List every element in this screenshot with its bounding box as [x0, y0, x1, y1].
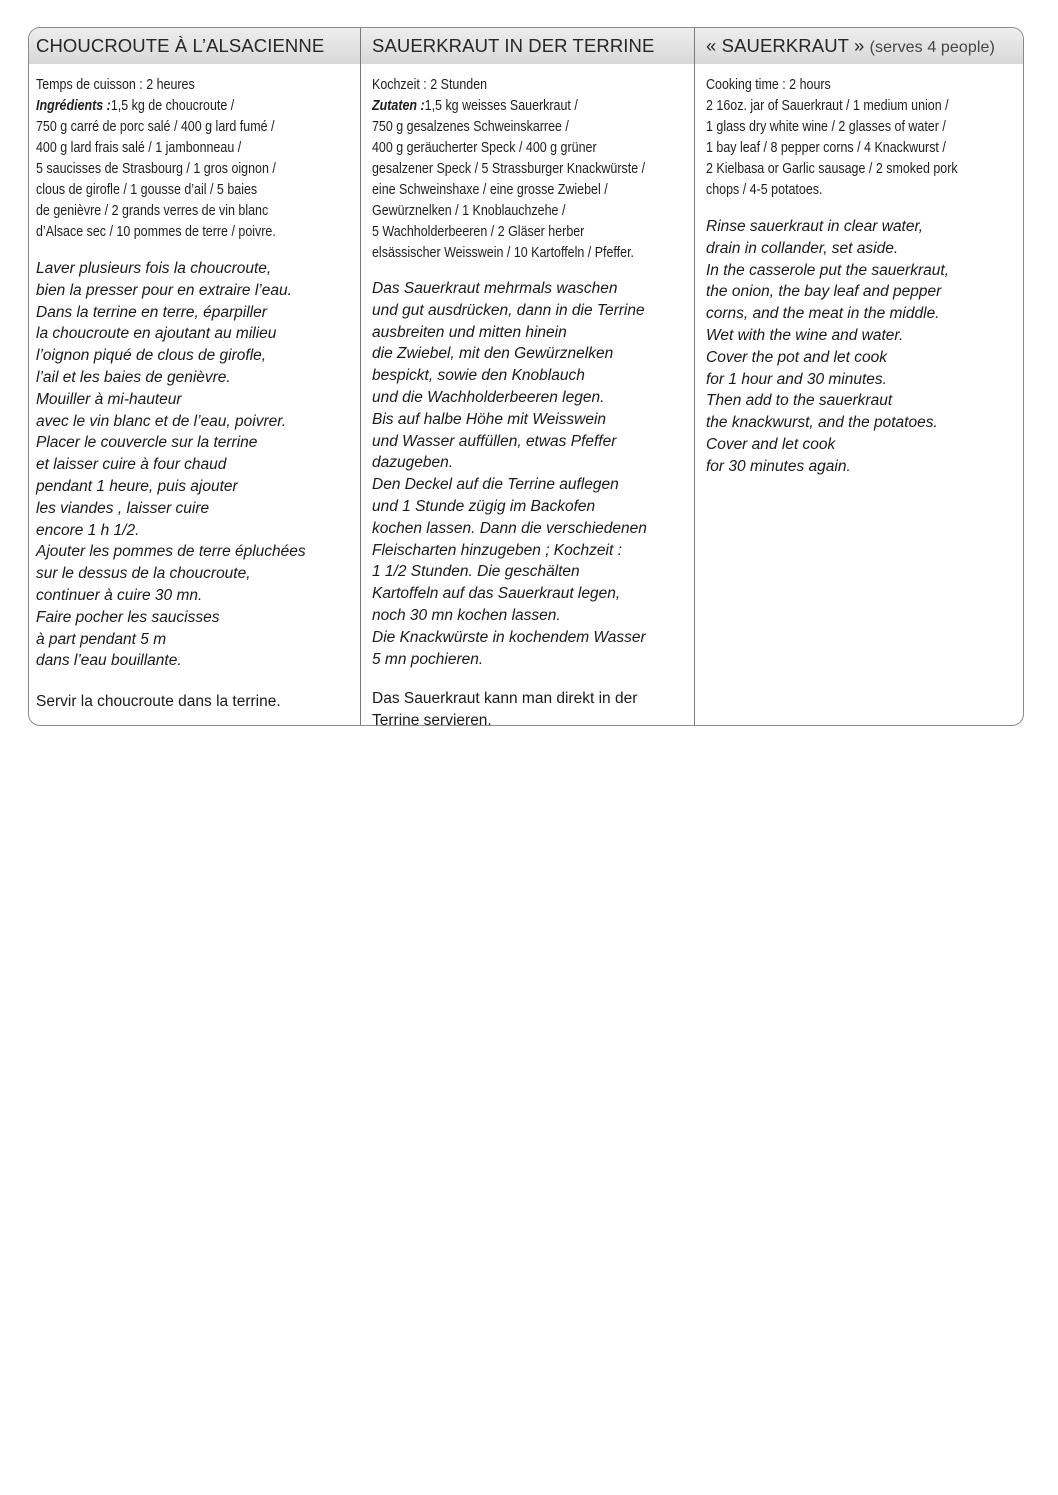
method-line: avec le vin blanc et de l’eau, poivrer.	[36, 412, 287, 430]
method-line: die Zwiebel, mit den Gewürznelken	[372, 345, 614, 363]
method-line: for 1 hour and 30 minutes.	[706, 370, 887, 388]
ingredients-line: eine Schweinshaxe / eine grosse Zwiebel /	[372, 182, 608, 198]
ingredients-line: Gewürznelken / 1 Knoblauchzehe /	[372, 203, 566, 219]
method-block-english	[706, 216, 1023, 478]
method-line: Wet with the wine and water.	[706, 326, 904, 344]
method-line: la choucroute en ajoutant au milieu	[36, 325, 277, 343]
cooking-time: Kochzeit : 2 Stunden	[372, 77, 488, 93]
ingredients-line: 1 glass dry white wine / 2 glasses of water /	[706, 119, 946, 135]
method-line: Kartoffeln auf das Sauerkraut legen,	[372, 585, 621, 603]
method-block-german	[372, 278, 694, 670]
ingredients-block-german	[372, 75, 694, 264]
ingredients-line: 5 saucisses de Strasbourg / 1 gros oignon /	[36, 161, 276, 177]
ingredients-line: 1 bay leaf / 8 pepper corns / 4 Knackwurst /	[706, 140, 946, 156]
method-line: et laisser cuire à four chaud	[36, 456, 227, 474]
ingredients-block-french	[36, 75, 360, 243]
method-line: Rinse sauerkraut in clear water,	[706, 218, 924, 235]
ingredients-line: 750 g carré de porc salé / 400 g lard fumé /	[36, 119, 275, 135]
method-line: dazugeben.	[372, 454, 454, 472]
recipe-card	[28, 27, 1024, 726]
method-line: l’oignon piqué de clous de girofle,	[36, 347, 267, 365]
ingredients-line: gesalzener Speck / 5 Strassburger Knackwürste /	[372, 161, 646, 177]
method-line: bespickt, sowie den Knoblauch	[372, 367, 585, 385]
method-line: pendant 1 heure, puis ajouter	[36, 477, 238, 495]
method-line: und Wasser auffüllen, etwas Pfeffer	[372, 432, 617, 450]
column-french	[29, 28, 360, 725]
ingredients-line: clous de girofle / 1 gousse d’ail / 5 baies	[36, 182, 258, 198]
method-block-french	[36, 258, 360, 672]
closing-line: Terrine servieren.	[372, 712, 492, 726]
method-line: Die Knackwürste in kochendem Wasser	[372, 628, 646, 646]
method-line: Den Deckel auf die Terrine auflegen	[372, 476, 619, 494]
method-line: Bis auf halbe Höhe mit Weisswein	[372, 410, 607, 428]
ingredients-block-english	[706, 75, 1023, 201]
method-line: continuer à cuire 30 mn.	[36, 586, 203, 604]
method-line: Cover the pot and let cook	[706, 348, 887, 366]
method-line: bien la presser pour en extraire l’eau.	[36, 281, 292, 299]
method-line: l’ail et les baies de genièvre.	[36, 368, 231, 386]
closing-line: Das Sauerkraut kann man direkt in der	[372, 690, 638, 708]
title-subtitle: (serves 4 people)	[869, 39, 995, 56]
ingredients-label: Ingrédients :	[36, 98, 111, 114]
method-line: Placer le couvercle sur la terrine	[36, 434, 258, 452]
method-line: sur le dessus de la choucroute,	[36, 565, 251, 583]
column-german	[360, 28, 694, 725]
method-line: 5 mn pochieren.	[372, 650, 484, 668]
method-line: Ajouter les pommes de terre épluchées	[36, 543, 306, 561]
method-line: for 30 minutes again.	[706, 457, 851, 475]
method-line: ausbreiten und mitten hinein	[372, 323, 567, 341]
ingredients-line: de genièvre / 2 grands verres de vin blanc	[36, 203, 269, 219]
ingredients-line: 400 g geräucherter Speck / 400 g grüner	[372, 140, 597, 156]
ingredients-line: 400 g lard frais salé / 1 jambonneau /	[36, 140, 242, 156]
method-line: Cover and let cook	[706, 435, 836, 453]
method-line: à part pendant 5 m	[36, 630, 167, 648]
ingredients-line: 2 Kielbasa or Garlic sausage / 2 smoked pork	[706, 161, 958, 177]
column-title-english	[706, 30, 1023, 66]
ingredients-line: 1,5 kg de choucroute /	[110, 98, 235, 114]
title-text: CHOUCROUTE À L’ALSACIENNE	[36, 35, 325, 56]
method-line: Faire pocher les saucisses	[36, 608, 220, 626]
cooking-time: Cooking time : 2 hours	[706, 77, 831, 93]
method-line: the onion, the bay leaf and pepper	[706, 283, 942, 301]
title-text: « SAUERKRAUT »	[706, 35, 865, 56]
method-line: Mouiller à mi-hauteur	[36, 390, 182, 408]
method-line: drain in collander, set aside.	[706, 239, 899, 257]
closing-block-german	[372, 688, 694, 726]
ingredients-line: elsässischer Weisswein / 10 Kartoffeln / Pfeffer.	[372, 245, 635, 261]
ingredients-line: chops / 4-5 potatoes.	[706, 182, 823, 198]
closing-block-french	[36, 691, 360, 713]
method-line: und 1 Stunde zügig im Backofen	[372, 497, 596, 515]
column-english	[694, 28, 1023, 725]
cooking-time: Temps de cuisson : 2 heures	[36, 77, 195, 93]
method-line: Then add to the sauerkraut	[706, 392, 893, 410]
method-line: und die Wachholderbeeren legen.	[372, 388, 605, 406]
method-line: encore 1 h 1/2.	[36, 521, 140, 539]
method-line: Laver plusieurs fois la choucroute,	[36, 260, 272, 277]
method-line: 1 1/2 Stunden. Die geschälten	[372, 563, 580, 581]
method-line: und gut ausdrücken, dann in die Terrine	[372, 301, 645, 319]
method-line: les viandes , laisser cuire	[36, 499, 210, 517]
title-text: SAUERKRAUT IN DER TERRINE	[372, 35, 655, 56]
ingredients-line: 750 g gesalzenes Schweinskarree /	[372, 119, 569, 135]
method-line: Fleischarten hinzugeben ; Kochzeit :	[372, 541, 622, 559]
ingredients-line: d’Alsace sec / 10 pommes de terre / poivre.	[36, 224, 276, 240]
method-line: corns, and the meat in the middle.	[706, 305, 940, 323]
ingredients-line: 2 16oz. jar of Sauerkraut / 1 medium union /	[706, 98, 949, 114]
method-line: noch 30 mn kochen lassen.	[372, 606, 561, 624]
method-line: Dans la terrine en terre, éparpiller	[36, 303, 267, 321]
ingredients-line: 5 Wachholderbeeren / 2 Gläser herber	[372, 224, 585, 240]
method-line: kochen lassen. Dann die verschiedenen	[372, 519, 647, 537]
method-line: the knackwurst, and the potatoes.	[706, 414, 938, 432]
column-title-german	[372, 30, 694, 66]
method-line: In the casserole put the sauerkraut,	[706, 261, 949, 279]
closing-line: Servir la choucroute dans la terrine.	[36, 693, 281, 711]
ingredients-label: Zutaten :	[372, 98, 425, 114]
column-title-french	[36, 30, 360, 66]
method-line: Das Sauerkraut mehrmals waschen	[372, 280, 618, 297]
ingredients-line: 1,5 kg weisses Sauerkraut /	[424, 98, 578, 114]
method-line: dans l’eau bouillante.	[36, 652, 182, 670]
